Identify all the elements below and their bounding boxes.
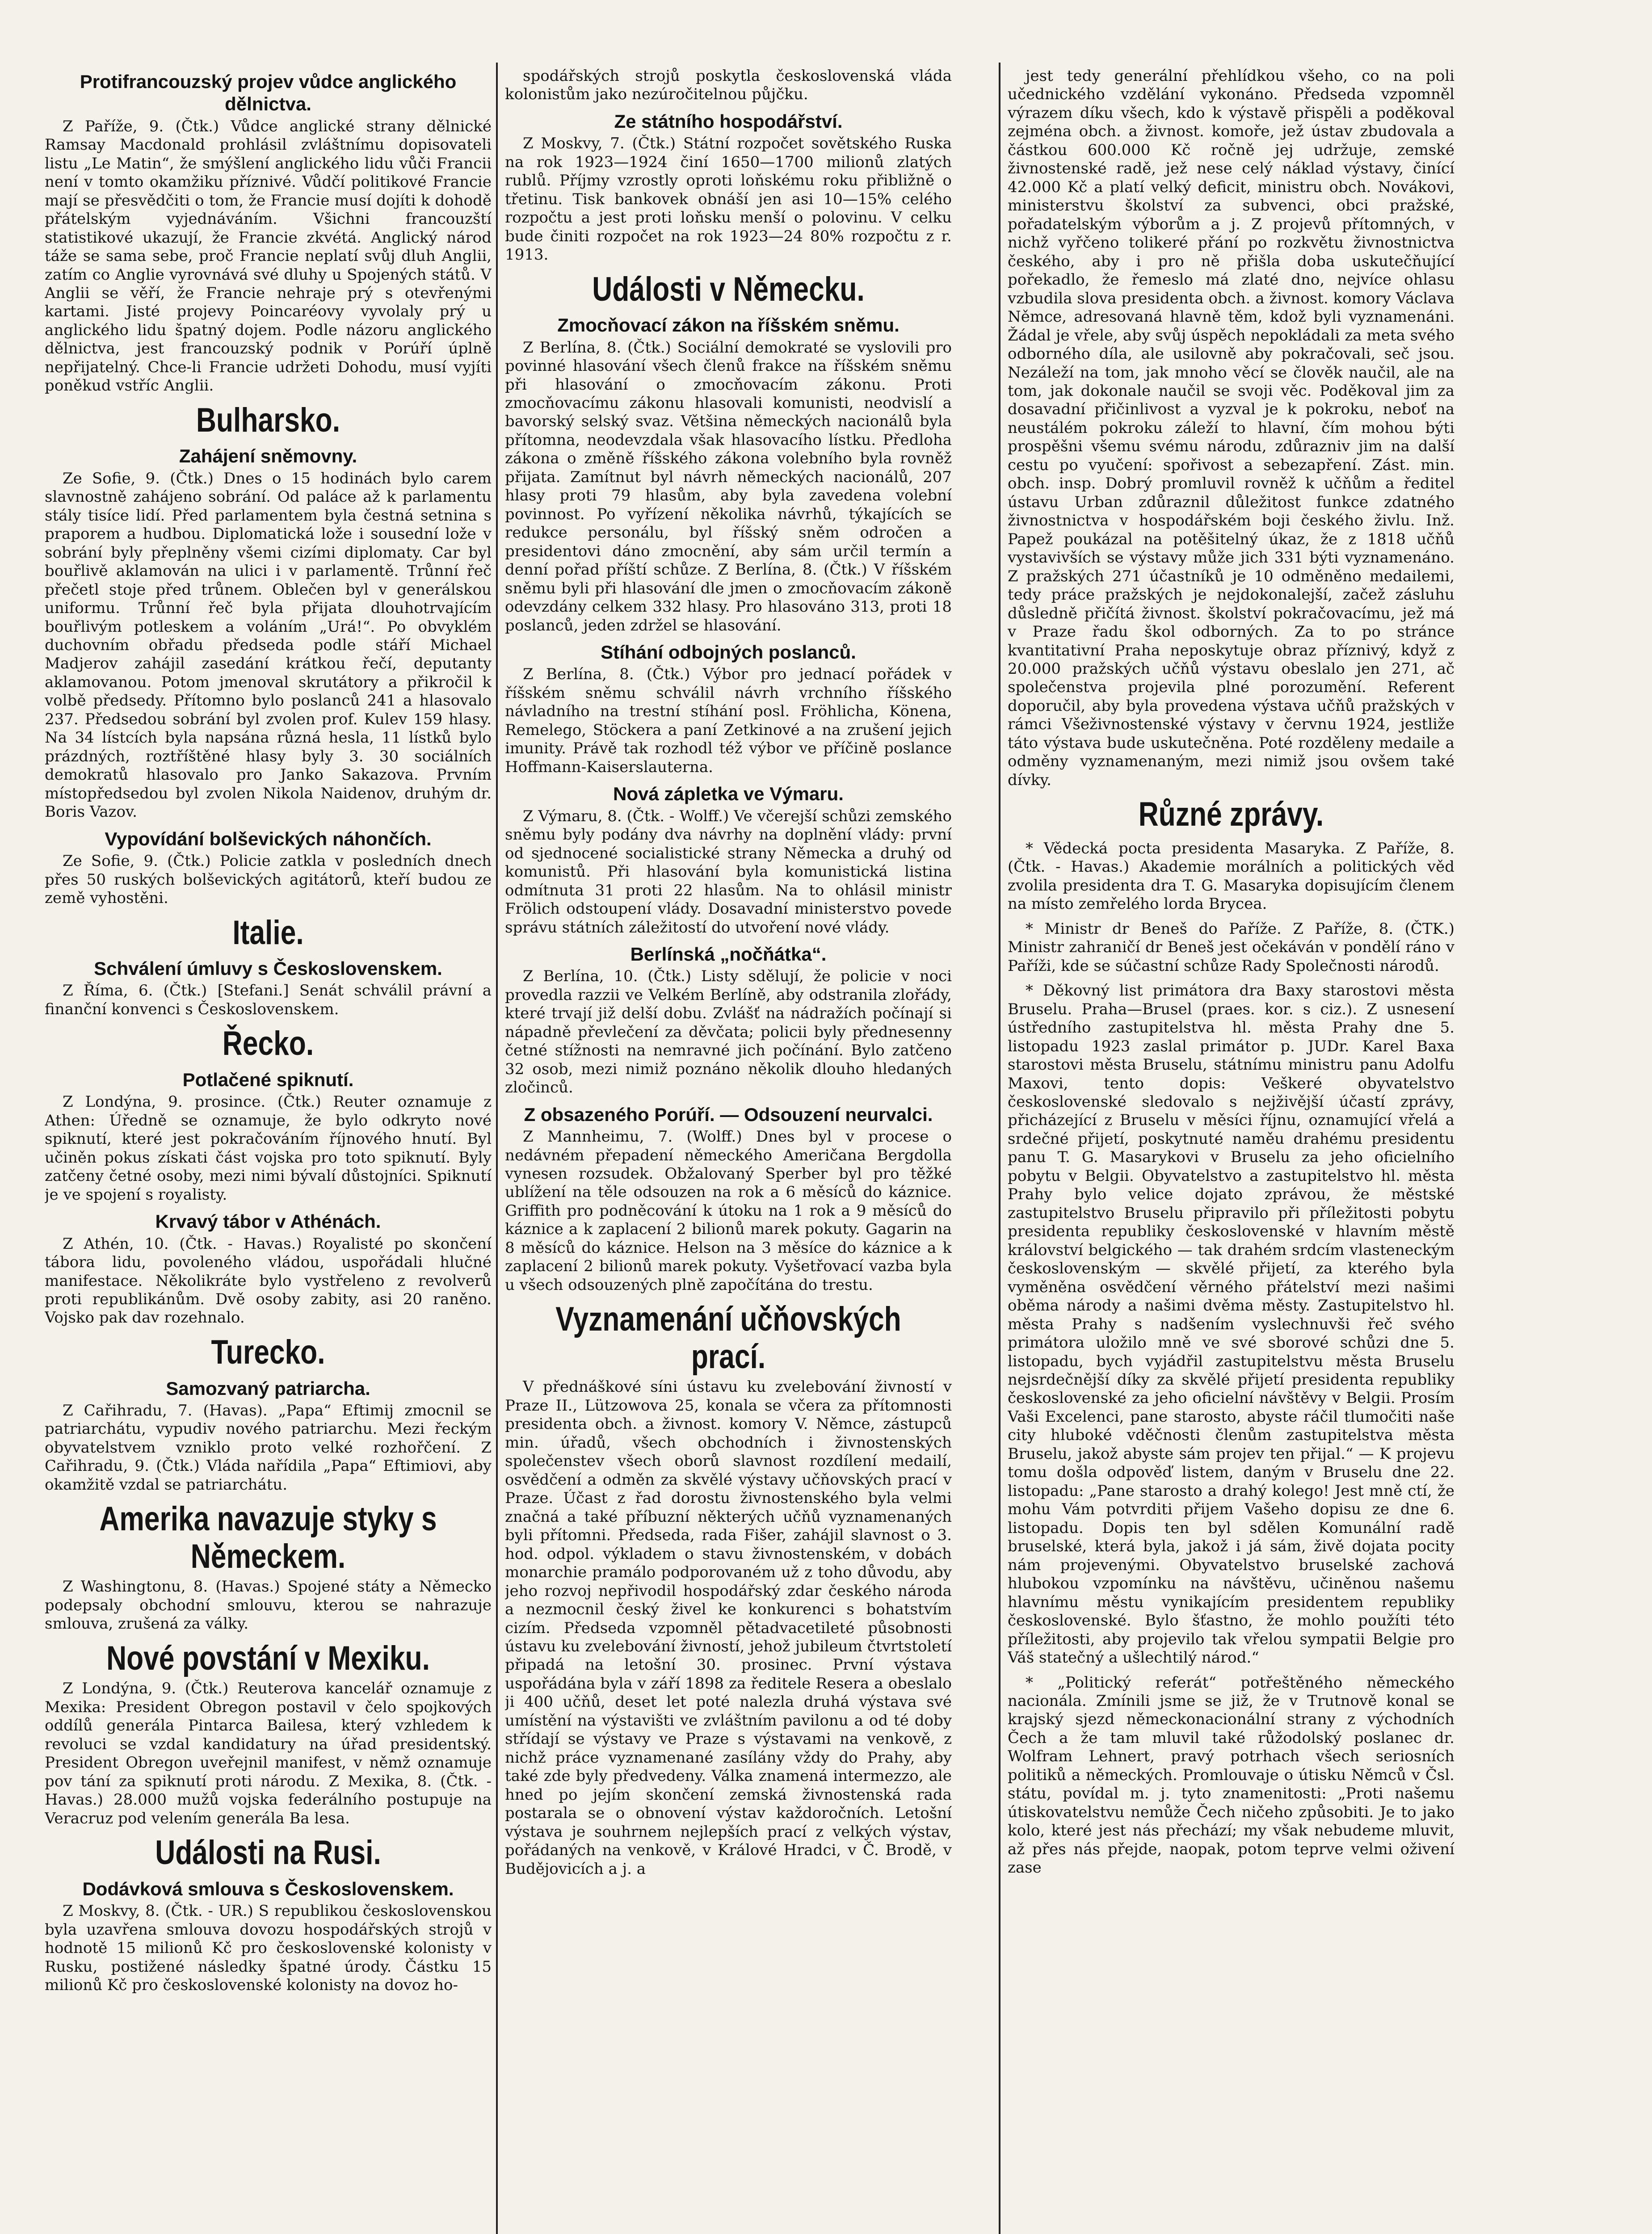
article-body: Z Londýna, 9. prosince. (Čtk.) Reuter oznamuje z Athen: Úředně se oznamuje, že bylo odkryto nové spiknutí, které jest pokračováním říjnového hnutí. Byl učiněn pokus získati část vojska pro toto spiknutí. Byly zatčeny četné osoby, mezi nimi bývalí důstojníci. Spiknutí je ve spojení s royalisty. [45,1093,492,1204]
article-body: Z Říma, 6. (Čtk.) [Stefani.] Senát schválil právní a finanční konvenci s Československem. [45,982,492,1018]
article-headline: Samozvaný patriarcha. [166,1377,370,1399]
column-rule [999,63,1000,2234]
article-headline: Krvavý tábor v Athénách. [155,1211,381,1232]
article-body: spodářských strojů poskytla československá vláda kolonistům jako nezúročitelnou půjčku. [505,67,952,104]
article [505,314,952,635]
article [45,1640,492,1828]
section-headline: Italie. [232,913,304,952]
column-2 [505,67,952,2234]
section-headline: Vyznamenání učňovských prací. [555,1300,901,1376]
article [505,67,952,104]
article-body: Z Mannheimu, 7. (Wolff.) Dnes byl v procese o nedávném přepadení německého Američana Bergdolla vynesen rozsudek. Obžalovaný Sperber byl pro těžké ublížení na těle odsouzen na rok a 6 měsíců do káznice. Griffith pro podněcování k útoku na 1 rok a 9 měsíců do káznice a k zaplacení 2 bilionů marek pokuty. Gagarin na 8 měsíců do káznice. Helson na 3 měsíce do káznice a k zaplacení 2 bilionů marek pokuty. Vyšetřovací vazba byla u všech odsouzených plně započítána do trestu. [505,1128,952,1294]
section-headline: Různé zprávy. [1138,795,1324,834]
article [45,71,492,395]
article-body: * Ministr dr Beneš do Paříže. Z Paříže, 8. (ČTK.) Ministr zahraničí dr Beneš jest očekáván v pondělí ráno v Paříži, kde se súčastní schůze Rady Společnosti národů. [1008,920,1454,975]
article [45,914,492,952]
article [45,957,492,1019]
article-body: Z Berlína, 8. (Čtk.) Výbor pro jednací pořádek v říšském sněmu schválil návrh vrchního říšského návladního na trestní stíhání posl. Fröhlicha, Könena, Remelego, Stöckera a paní Zetkinové a na zrušení jejich imunity. Právě tak rozhodl též výbor ve příčině poslance Hoffmann-Kaiserslauterna. [505,665,952,776]
column-1 [45,67,492,2234]
article [45,1334,492,1371]
column-rule [496,63,498,2234]
section-headline: Řecko. [222,1025,314,1063]
article [45,1377,492,1495]
article-body: Z Berlína, 8. (Čtk.) Sociální demokraté se vyslovili pro povinné hlasování všech členů frakce na říšském sněmu při hlasování o zmocňovacím zákonu. Proti zmocňovacímu zákonu hlasovali komunisti, neodvislí a bavorský selský svaz. Většina německých nacionálů byla přítomna, neodevzdala však hlasovacího lístku. Předloha zákona o změně říšského zákona volebního byla rovněž přijata. Zamítnut byl návrh německých nacionálů, 207 hlasy proti 79 hlasům, aby byla zavedena volební povinnost. Po vyřízení několika návrhů, týkajících se redukce personálu, byl říšský sněm odročen a presidentovi dáno zmocnění, aby sám určil termín a denní pořad příští schůze. Z Berlína, 8. (Čtk.) V říšském sněmu byli při hlasování dle jmen o zmocňovacím zákoně odevzdány celkem 332 hlasy. Pro hlasováno 313, proti 18 poslanců, jeden zdržel se hlasování. [505,338,952,634]
article-headline: Schválení úmluvy s Československem. [94,958,442,979]
article [505,110,952,265]
article-body: Z Moskvy, 7. (Čtk.) Státní rozpočet sovětského Ruska na rok 1923—1924 činí 1650—1700 milionů zlatých rublů. Příjmy vzrostly oproti loňskému roku přibližně o třetinu. Tisk bankovek obnáší jen asi 10—15% celého rozpočtu a jest proti loňsku menší o polovinu. V celku bude činiti rozpočet na rok 1923—24 80% rozpočtu z r. 1913. [505,134,952,264]
article [45,1834,492,1872]
article [45,1069,492,1204]
article [45,1210,492,1327]
article-headline: Potlačené spiknutí. [182,1069,354,1091]
section-headline: Turecko. [211,1333,325,1371]
article [505,783,952,937]
article [505,641,952,777]
article-headline: Z obsazeného Porúří. — Odsouzení neurvalci. [524,1104,933,1125]
article-body: V přednáškové síni ústavu ku zvelebování živností v Praze II., Lützowova 25, konala se včera za přítomnosti presidenta obch. a živnost. komory V. Němce, zástupců min. úřadů, všech obchodních i živnostenských společenstev všech oborů slavnost rozdílení medailí, osvědčení a odměn za skvělé výstavy učňovských prací v Praze. Účast z řad dorostu živnostenského byla velmi značná a také příbuzní některých učňů vyznamenaných byli přítomni. Předseda, rada Fišer, zahájil slavnost o 3. hod. odpol. výkladem o stavu živnostenském, v dobách monarchie pramálo podporovaném už z toho důvodu, aby jeho rozvoj nepřivodil hospodářský zdar českého národa a nezmocnil český živel ke konkurenci s bohatstvím cizím. Předseda vzpomněl pětadvacetileté působnosti ústavu ku zvelebování živností, jehož jubileum čtvrtstoletí připadá na letošní 30. prosinec. První výstava uspořádána byla v září 1898 za ředitele Resera a obeslalo ji 400 učňů, deset let poté nalezla druhá výstava své umístění na výstavišti ve zvláštním pavilonu a od té doby střídají se výstavy ve Praze s výstavami na venkově, z nichž práce vyznamenané zasílány vždy do Prahy, aby také zde byly předvedeny. Válka znamená intermezzo, ale hned po jejím skončení zemská živnostenská rada postarala se o obnovení výstav každoročních. Letošní výstava je souhrnem nejlepších prací z velkých výstav, pořádaných na venkově, v Králové Hradci, v Č. Brodě, v Budějovicích a j. a [505,1378,952,1878]
section-headline: Nové povstání v Mexiku. [106,1639,430,1677]
article-headline: Dodávková smlouva s Československem. [82,1878,454,1899]
article-body: * Vědecká pocta presidenta Masaryka. Z Paříže, 8. (Čtk. - Havas.) Akademie morálních a politických věd zvolila presidenta dra T. G. Masaryka dopisujícím členem na místo zemřelého lorda Brycea. [1008,839,1454,913]
article [45,1025,492,1062]
section-headline: Bulharsko. [196,401,340,439]
article [1008,982,1454,1667]
article [45,828,492,908]
article-body: Ze Sofie, 9. (Čtk.) Dnes o 15 hodinách bylo carem slavnostně zahájeno sobrání. Od paláce až k parlamentu stály tisíce lidí. Před parlamentem byla čestná setnina s praporem a hudbou. Diplomatická lože i sousední lože v sobrání byly přeplněny všemi cizími diplomaty. Car byl bouřlivě aklamován na ulici i v parlamentě. Trůnní řeč přečetl stoje před trůnem. Oblečen byl v generálskou uniformu. Trůnní řeč byla přijata dlouhotrvajícím bouřlivým potleskem a voláním „Urá!“. Po obvyklém duchovním obřadu předseda podle stáří Michael Madjerov zahájil zasedání krátkou řečí, deputanty aklamovanou. Potom jmenoval skrutátory a přikročil k volbě předsedy. Přítomno bylo poslanců 241 a hlasovalo 237. Předsedou sobrání byl zvolen prof. Kulev 159 hlasy. Na 34 lístcích byla napsána různá hesla, 11 lístků bylo prázdných, roztříštěné hlasy byly 3. 30 sociálních demokratů hlasovalo pro Janko Sakazova. Prvním místopředsedou byl zvolen Nikola Naidenov, druhým dr. Boris Vazov. [45,469,492,821]
article-headline: Vypovídání bolševických náhončích. [105,828,432,849]
article [45,402,492,439]
article-body: * „Politický referát“ potřeštěného německého nacionála. Zmínili jsme se již, že v Trutnově konal se krajský sjezd německonacionální strany z východních Čech a že tam mluvil také růžodolský poslanec dr. Wolfram Lehnert, pravý potrhach všech seriosních politiků a německých. Promlouvaje o útisku Němců v Čsl. státu, povídal m. j. tyto znamenitosti: „Proti našemu útiskovatelstvu nemůže Čech ničeho způsobiti. Je to jako kolo, které jest nás přechází; my však nebudeme mluvit, až přes nás přejde, naopak, potom teprve velmi oživení zase [1008,1673,1454,1877]
article-body: Z Athén, 10. (Čtk. - Havas.) Royalisté po skončení tábora lidu, povoleného vládou, uspořádali hlučné manifestace. Několikráte bylo vystřeleno z revolverů proti republikánům. Dvě osoby zabity, asi 20 raněno. Vojsko pak dav rozehnalo. [45,1235,492,1327]
article [505,943,952,1097]
article-body: Z Londýna, 9. (Čtk.) Reuterova kancelář oznamuje z Mexika: President Obregon postavil v čelo spojkových oddílů generála Pintarca Bailesa, který vzhledem k revoluci se vzdal kandidatury na úřad presidentský. President Obregon uveřejnil manifest, v němž oznamuje pov tání za spiknutí proti národu. Z Mexika, 8. (Čtk. - Havas.) 28.000 mužů vojska federálního postupuje na Veracruz pod velením generála Ba lesa. [45,1680,492,1827]
article-body: Z Paříže, 9. (Čtk.) Vůdce anglické strany dělnické Ramsay Macdonald prohlásil zvláštnímu dopisovateli listu „Le Matin“, že smýšlení anglického lidu vůči Francii není v tomto okamžiku příznivé. Vůdčí politikové Francie mají se přesvědčiti o tom, že Francie musí dojíti k dohodě přátelským vyjednáváním. Všichni francouzští statistikové ukazují, že Francie zkvétá. Anglický národ táže se sama sebe, proč Francie neplatí svůj dluh Anglii, zatím co Anglie vyrovnává své dluhy u Spojených států. V Anglii se věří, že Francie nehraje prý s otevřenými kartami. Jisté projevy Poincaréovy vyvolaly prý u anglického lidu špatný dojem. Podle názoru anglického dělnictva, jest francouzský podnik v Porúří úplně nepřijatelný. Chce-li Francie udržeti Dohodu, musí vyjíti poněkud vstříc Anglii. [45,117,492,395]
article [45,445,492,821]
article-body: Z Berlína, 10. (Čtk.) Listy sdělují, že policie v noci provedla razzii ve Velkém Berlíně, aby odstranila zlořády, které trvají již delší dobu. Zvlášť na nádražích počínají si nápadně převlečení za děvčata; policii byly přednesenny četné stížnosti na nemravné jich počínání. Bylo zatčeno 32 osob, mezi nimiž poznáno několik dlouho hledaných zločinců. [505,967,952,1097]
article-body: * Děkovný list primátora dra Baxy starostovi města Bruselu. Praha—Brusel (praes. kor. s ciz.). Z usnesení ústředního zastupitelstva hl. města Prahy dne 5. listopadu 1923 zaslal primátor p. JUDr. Karel Baxa starostovi města Bruselu, státnímu ministru panu Adolfu Maxovi, tento dopis: Veškeré obyvatelstvo československé sledovalo s nejživější účastí zprávy, přicházející z Bruselu v měsíci říjnu, oznamující vřelá a srdečné přijetí, poskytnuté naměu drahému presidentu panu T. G. Masarykovi v Bruselu za jeho oficielního pobytu v Belgii. Obyvatelstvo a zastupitelstvo hl. města Prahy bylo velice dojato zprávou, že městské zastupitelstvo Bruselu připravilo při příležitosti pobytu presidenta republiky československé v hlavním městě království belgického — tak drahém srdcím vlasteneckým československým — skvělé přijetí, za kterého byla vyměněna osvědčení věrného přátelství mezi našimi oběma národy a našimi dvěma městy. Zastupitelstvo hl. města Prahy s nadšením vyslechnuvši řeč svého primátora uložilo mně ve své sborové schůzi dne 5. listopadu, bych vyjádřil zastupitelstvu města Bruselu nejsrdečnější díky za skvělé přijetí presidenta republiky československé za jeho oficielní návštěvy v Belgii. Prosím Vaši Excelenci, pane starosto, abyste ráčil tlumočiti naše city hluboké vděčnosti členům zastupitelstva města Bruselu, jakož abyste sám projev ten přijal.“ — K projevu tomu došla odpověď listem, daným v Bruselu dne 22. listopadu: „Pane starosto a drahý kolego! Jest mně ctí, že mohu Vám potvrditi přijem Vašeho dopisu ze dne 6. listopadu. Dopis ten byl sdělen Komunální radě bruselské, která byla, jakož i já sám, živě dojata pocity nám projevenými. Obyvatelstvo bruselské zachová hlubokou vzpomínku na návštěvu, učiněnou našemu hlavnímu městu vynikajícím presidentem republiky československé. Bylo šťastno, že mohlo použíti této příležitosti, aby projevilo tak vřelou sympatii Belgie pro Váš statečný a ušlechtilý národ.“ [1008,982,1454,1667]
article-headline: Berlínská „nočňátka“. [630,943,827,965]
article [1008,67,1454,789]
article [1008,796,1454,833]
article [1008,1674,1454,1877]
article-body: Ze Sofie, 9. (Čtk.) Policie zatkla v posledních dnech přes 50 ruských bolševických agitátorů, kteří budou ze země vyhostěni. [45,852,492,907]
article-body: Z Washingtonu, 8. (Havas.) Spojené státy a Německo podepsaly obchodní smlouvu, kterou se nahrazuje smlouva, zrušená za války. [45,1578,492,1633]
column-3 [1008,67,1454,2234]
article [1008,920,1454,975]
section-headline: Události na Rusi. [155,1834,381,1872]
article [505,1301,952,1878]
article-headline: Zahájení sněmovny. [179,445,357,467]
article-headline: Nová zápletka ve Výmaru. [613,783,844,805]
article-body: Z Cařihradu, 7. (Havas). „Papa“ Eftimij zmocnil se patriarchátu, vypudiv nového patriarchu. Mezi řeckým obyvatelstvem vzniklo proto velké rozhořčení. Z Cařihradu, 9. (Čtk.) Vláda nařídila „Papa“ Eftimiovi, aby okamžitě vzdal se patriarchátu. [45,1401,492,1494]
section-headline: Události v Německu. [592,270,865,308]
article-headline: Zmocňovací zákon na říšském sněmu. [557,315,900,336]
article [505,271,952,308]
article-body: jest tedy generální přehlídkou všeho, co na poli učednického vzdělání vykonáno. Předseda vzpomněl výrazem díku všech, kdo k výstavě přispěli a poděkoval zejména obch. a živnost. komoře, jež ústav zbudovala a částkou 600.000 Kč ročně jej udržuje, zemské živnostenské radě, jež nese celý náklad výstavy, činící 42.000 Kč a platí velký deficit, ministru obch. Novákovi, ministerstvu školství za subvenci, obci pražské, pořadatelským výborům a j. Z projevů přítomných, v nichž vyřčeno tolikeré přání po rozkvětu živnostnictva českého, aby i pro ně přišla doba uskutečňující pořekadlo, že řemeslo má zlaté dno, nejvíce ohlasu vzbudila slova presidenta obch. a živnost. komory Václava Němce, adresovaná hlavně těm, kdož byli vyznamenáni. Žádal je vřele, aby svůj úspěch nepokládali za meta svého odborného díla, ale usilovně aby pokračovali, seč jsou. Nezáleží na tom, jak mnoho věcí se člověk naučil, ale na tom, jak dokonale naučil se svoji věc. Poděkoval jim za dosavadní přičinlivost a vyzval je k pokroku, neboť na neustálém pokroku záleží to hlavní, čím mohou býti prospěšni všemu svému národu, zdůrazniv jim na další cestu po vyučení: spořivost a sebezapření. Zást. min. obch. insp. Dobrý promluvil rovněž k učňům a ředitel ústavu Urban zdůraznil důležitost funkce zdatného živnostnictva v hospodářském boji českého živlu. Inž. Papež poukázal na potěšitelný úkaz, že z 1818 učňů vystavivších se výstavy může jich 331 býti vyznamenáno. Z pražských 271 účastníků je 10 odměněno medailemi, tedy práce pražských je nejdokonalejší, začež zásluhu důsledně přičítá živnost. školství pokračovacímu, jež má v Praze řadu škol odborných. Za to po stránce kvantitativní Praha neposkytuje obraz příznivý, když z 20.000 pražských učňů výstavu obeslalo jen 271, ač společenstva projevila plné porozumění. Referent doporučil, aby byla provedena výstava učňů pražských v rámci Všeživnostenské výstavy v červnu 1924, jestliže táto výstava bude uskutečněna. Poté rozděleny medaile a odměny vyznamenaným, mezi nimiž jsou ovšem také dívky. [1008,67,1454,789]
article-body: Z Moskvy, 8. (Čtk. - UR.) S republikou československou byla uzavřena smlouva dovozu hospodářských strojů v hodnotě 15 milionů Kč pro československé kolonisty v Rusku, postižené následky špatné úrody. Částku 15 milionů Kč pro československé kolonisty na dovoz ho- [45,1902,492,1995]
article-headline: Protifrancouzský projev vůdce anglického dělnictva. [80,71,457,115]
article [45,1500,492,1634]
section-headline: Amerika navazuje styky s Německem. [99,1500,437,1575]
article [505,1104,952,1295]
article-body: Z Výmaru, 8. (Čtk. - Wolff.) Ve včerejší schůzi zemského sněmu byly podány dva návrhy na doplnění vlády: první od sjednocené socialistické strany Německa a druhý od komunistů. Při hlasování byla komunistická listina odmítnuta 31 proti 22 hlasům. Na to ohlásil ministr Frölich odstoupení vlády. Dosavadní ministerstvo povede správu státních záležitostí do utvoření nové vlády. [505,807,952,936]
article [45,1878,492,1995]
article-headline: Ze státního hospodářství. [614,110,843,132]
article [1008,840,1454,914]
article-headline: Stíhání odbojných poslanců. [601,642,856,663]
